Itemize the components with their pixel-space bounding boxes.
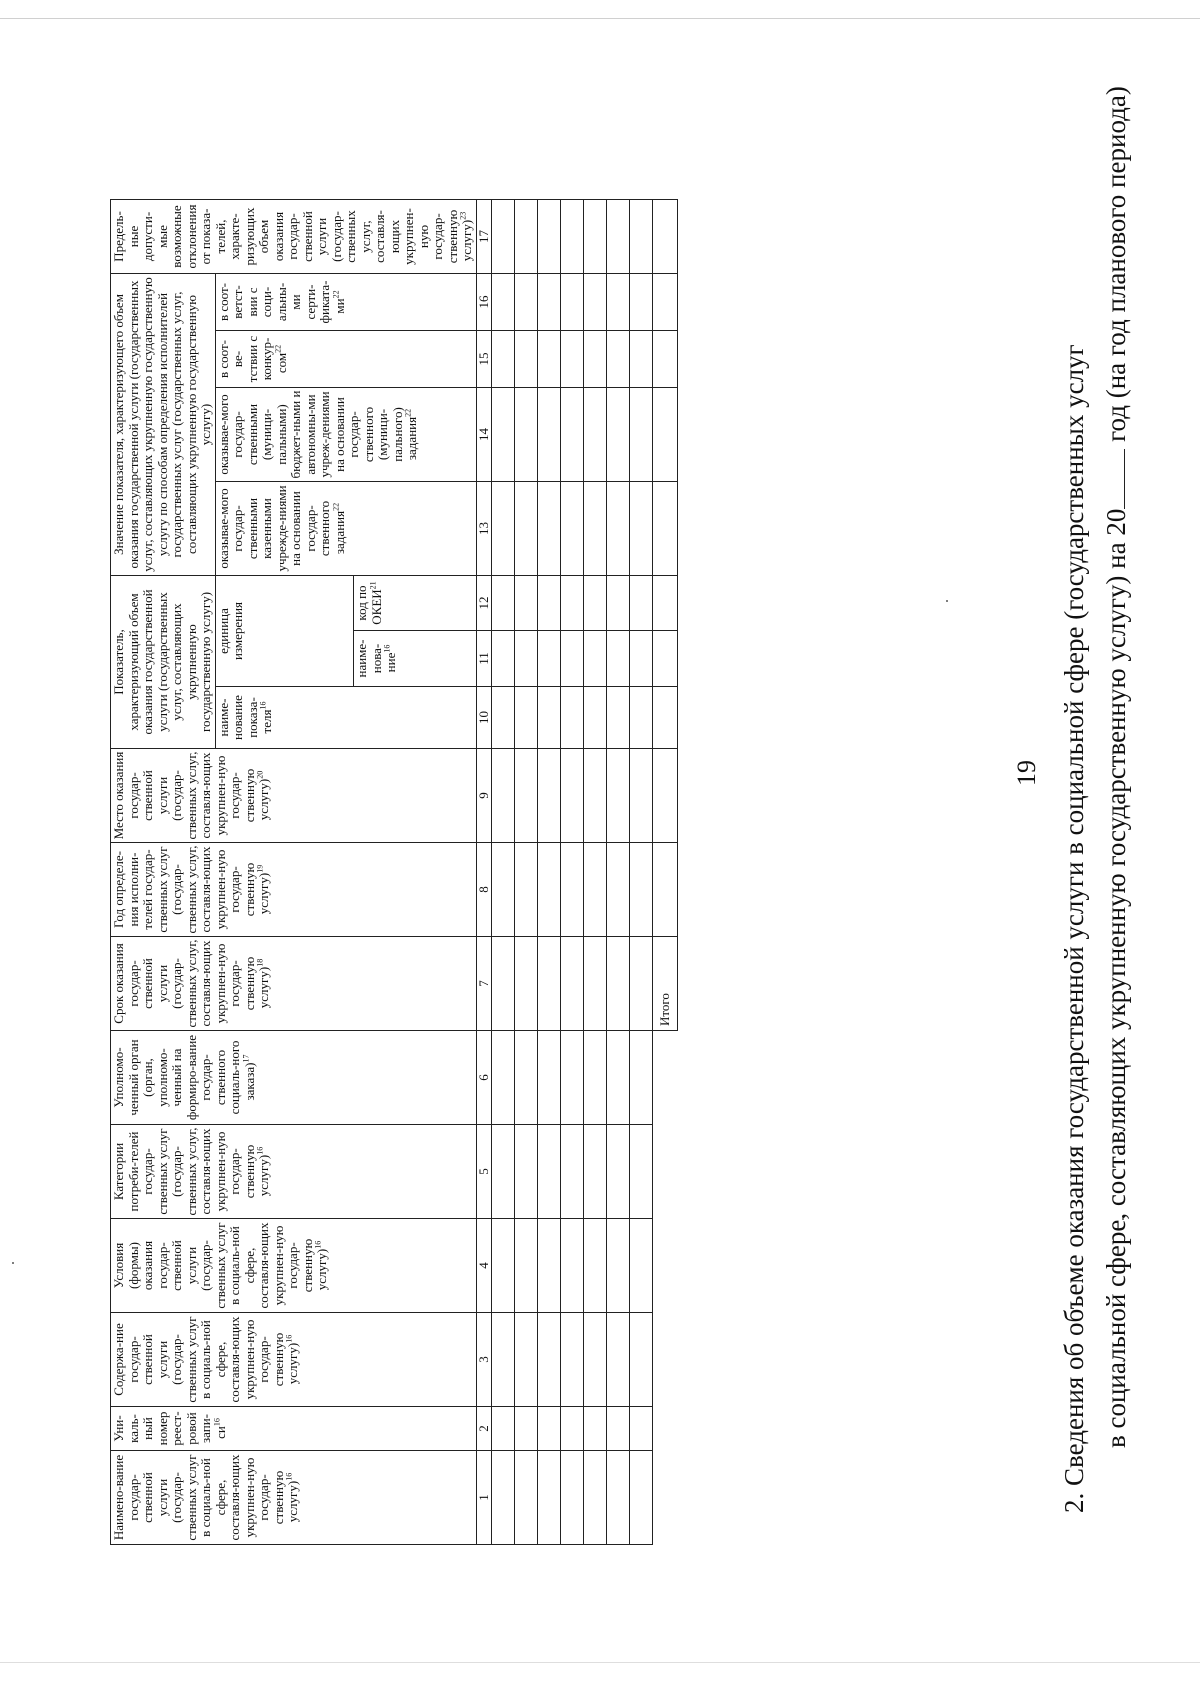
table-cell[interactable] xyxy=(492,482,515,576)
table-cell[interactable] xyxy=(538,749,561,843)
table-cell[interactable] xyxy=(561,331,584,388)
header-by-contest: в соот-ве-тствии с конкур-сом$^{22}$ xyxy=(215,331,476,388)
table-cell[interactable] xyxy=(607,1219,630,1313)
table-cell[interactable] xyxy=(561,1451,584,1545)
column-number: 14 xyxy=(476,388,492,482)
table-cell[interactable] xyxy=(492,1219,515,1313)
table-cell[interactable] xyxy=(492,749,515,843)
table-cell[interactable] xyxy=(515,1451,538,1545)
table-cell[interactable] xyxy=(538,1219,561,1313)
header-indicator-group: Показатель, характеризующий объем оказания государственной услуги (государственных услуг, составляющих укрупненную государственную услугу) xyxy=(111,576,216,749)
table-cell[interactable] xyxy=(538,1125,561,1219)
header-authorized-body: Уполномо-ченный орган (орган, уполномо-ченный на формиро-вание государ-ственного социаль-ного заказа)$^{17}$ xyxy=(111,1031,477,1125)
header-municipal-assignment: оказывае-мого государ-ственными (муници-пальными) бюджет-ными и автономны-ми учреж-дениями на основании государ-ственного (муници-пального) задания$^{22}$ xyxy=(215,388,476,482)
table-cell[interactable] xyxy=(584,749,607,843)
table-cell[interactable] xyxy=(492,1451,515,1545)
table-cell[interactable] xyxy=(561,1031,584,1125)
table-cell[interactable] xyxy=(492,1125,515,1219)
table-cell[interactable] xyxy=(653,631,678,687)
table-cell[interactable] xyxy=(561,1219,584,1313)
table-cell[interactable] xyxy=(538,1451,561,1545)
column-number: 3 xyxy=(476,1313,492,1407)
header-okei-code: код по ОКЕИ$^{21}$ xyxy=(354,576,476,631)
table-cell[interactable] xyxy=(630,331,653,388)
table-cell[interactable] xyxy=(653,200,678,274)
table-cell[interactable] xyxy=(561,274,584,331)
table-cell[interactable] xyxy=(607,388,630,482)
header-indicator-name: наиме-нование показа-теля$^{16}$ xyxy=(215,687,476,749)
table-cell[interactable] xyxy=(538,1031,561,1125)
table-cell[interactable] xyxy=(630,388,653,482)
total-blank xyxy=(653,1031,678,1545)
table-cell[interactable] xyxy=(630,937,653,1031)
table-cell[interactable] xyxy=(492,843,515,937)
table-cell[interactable] xyxy=(561,482,584,576)
table-cell[interactable] xyxy=(630,1219,653,1313)
column-number: 6 xyxy=(476,1031,492,1125)
header-allowed-deviation: Предель-ные допусти-мые возможные отклонения от показа-телей, характе-ризующих объем оказания государ-ственной услуги (государ-ственных услуг, составля-ющих укрупнен-ную государ-ственную услугу)$^{23}$ xyxy=(111,200,477,274)
table-cell[interactable] xyxy=(653,749,678,843)
page-number: 19 xyxy=(1012,760,1041,786)
table-cell[interactable] xyxy=(515,1313,538,1407)
year-blank-line[interactable] xyxy=(1102,449,1125,509)
column-number: 8 xyxy=(476,843,492,937)
service-volume-table xyxy=(110,199,678,1545)
table-cell[interactable] xyxy=(607,1125,630,1219)
empty-data-row xyxy=(515,200,538,1545)
table-cell[interactable] xyxy=(607,843,630,937)
table-cell[interactable] xyxy=(630,1125,653,1219)
table-cell[interactable] xyxy=(607,687,630,749)
table-cell[interactable] xyxy=(561,1407,584,1451)
empty-data-row xyxy=(584,200,607,1545)
table-cell[interactable] xyxy=(607,482,630,576)
header-state-assignment: оказывае-мого государ-ственными казенными учрежде-ниями на основании государ-ственного задания$^{22}$ xyxy=(215,482,476,576)
table-cell[interactable] xyxy=(515,200,538,274)
table-cell[interactable] xyxy=(538,1407,561,1451)
section-subtitle xyxy=(1100,8,1132,1448)
table-cell[interactable] xyxy=(561,1125,584,1219)
table-cell[interactable] xyxy=(607,200,630,274)
column-number: 12 xyxy=(476,576,492,631)
table-cell[interactable] xyxy=(584,1031,607,1125)
subtitle-part1: в социальной сфере, составляющих укрупненную государственную услугу) на 20 xyxy=(1101,508,1131,1448)
table-cell[interactable] xyxy=(561,576,584,631)
table-cell[interactable] xyxy=(630,843,653,937)
header-unit-name: наиме-нова-ние$^{16}$ xyxy=(354,631,476,687)
table-cell[interactable] xyxy=(584,1219,607,1313)
table-cell[interactable] xyxy=(515,1031,538,1125)
table-cell[interactable] xyxy=(492,274,515,331)
table-cell[interactable] xyxy=(584,631,607,687)
section-title: 2. Сведения об объеме оказания государственной услуги в социальной сфере (государственных услуг xyxy=(1059,344,1089,1513)
table-cell[interactable] xyxy=(607,631,630,687)
table-cell[interactable] xyxy=(584,1313,607,1407)
table-cell[interactable] xyxy=(515,1407,538,1451)
table-cell[interactable] xyxy=(492,631,515,687)
table-cell[interactable] xyxy=(584,1125,607,1219)
table-cell[interactable] xyxy=(492,388,515,482)
column-number: 13 xyxy=(476,482,492,576)
table-cell[interactable] xyxy=(561,843,584,937)
table-cell[interactable] xyxy=(492,1407,515,1451)
table-cell[interactable] xyxy=(492,687,515,749)
header-value-group: Значение показателя, характеризующего объем оказания государственной услуги (государственных услуг, составляющих укрупненную государственную услугу по способам определения исполнителей государственных услуг (государственных услуг, составляющих укрупненную государственную услугу) xyxy=(111,274,216,576)
table-cell[interactable] xyxy=(584,843,607,937)
table-cell[interactable] xyxy=(607,331,630,388)
table-cell[interactable] xyxy=(584,1407,607,1451)
table-cell[interactable] xyxy=(653,687,678,749)
table-cell[interactable] xyxy=(515,331,538,388)
table-cell[interactable] xyxy=(515,388,538,482)
total-row xyxy=(653,200,678,1545)
table-cell[interactable] xyxy=(492,937,515,1031)
subtitle-part2: год (на год планового периода) xyxy=(1101,86,1131,442)
table-cell[interactable] xyxy=(653,843,678,937)
header-performer-year: Год определе-ния исполни-телей государ-ственных услуг (государ-ственных услуг, составля-ющих укрупнен-ную государ-ственную услугу)$^{19}$ xyxy=(111,843,477,937)
header-service-content: Содержа-ние государ-ственной услуги (государ-ственных услуг в социаль-ной сфере, составля-ющих укрупнен-ную государ-ственную услугу)$^{16}$ xyxy=(111,1313,477,1407)
table-cell[interactable] xyxy=(630,1407,653,1451)
total-label: Итого xyxy=(653,937,678,1031)
table-cell[interactable] xyxy=(515,631,538,687)
table-cell[interactable] xyxy=(630,576,653,631)
table-cell[interactable] xyxy=(607,1313,630,1407)
table-cell[interactable] xyxy=(515,937,538,1031)
table-cell[interactable] xyxy=(584,482,607,576)
column-number: 7 xyxy=(476,937,492,1031)
table-cell[interactable] xyxy=(492,331,515,388)
table-cell[interactable] xyxy=(607,1031,630,1125)
column-number: 9 xyxy=(476,749,492,843)
table-cell[interactable] xyxy=(538,937,561,1031)
table-cell[interactable] xyxy=(584,200,607,274)
table-cell[interactable] xyxy=(538,631,561,687)
table-cell[interactable] xyxy=(561,687,584,749)
table-cell[interactable] xyxy=(515,274,538,331)
header-service-name: Наимено-вание государ-ственной услуги (государ-ственных услуг в социаль-ной сфере, составля-ющих укрупнен-ную государ-ственную услугу)$^{16}$ xyxy=(111,1451,477,1545)
table-cell[interactable] xyxy=(492,1313,515,1407)
table-cell[interactable] xyxy=(538,1313,561,1407)
column-number: 17 xyxy=(476,200,492,274)
table-cell[interactable] xyxy=(515,843,538,937)
table-cell[interactable] xyxy=(607,937,630,1031)
column-number: 15 xyxy=(476,331,492,388)
table-cell[interactable] xyxy=(515,1219,538,1313)
table-cell[interactable] xyxy=(630,200,653,274)
empty-data-row xyxy=(561,200,584,1545)
table-cell[interactable] xyxy=(538,482,561,576)
table-cell[interactable] xyxy=(538,576,561,631)
table-cell[interactable] xyxy=(538,687,561,749)
header-unit-group: единица измерения xyxy=(215,576,354,687)
table-cell[interactable] xyxy=(515,482,538,576)
table-cell[interactable] xyxy=(630,482,653,576)
empty-data-row xyxy=(492,200,515,1545)
table-cell[interactable] xyxy=(492,1031,515,1125)
table-cell[interactable] xyxy=(538,200,561,274)
table-cell[interactable] xyxy=(607,1407,630,1451)
table-cell[interactable] xyxy=(630,1313,653,1407)
table-cell[interactable] xyxy=(653,388,678,482)
table-cell[interactable] xyxy=(607,1451,630,1545)
header-service-place: Место оказания государ-ственной услуги (государ-ственных услуг, составля-ющих укрупнен-ную государ-ственную услугу)$^{20}$ xyxy=(111,749,477,843)
header-service-conditions: Условия (формы) оказания государ-ственной услуги (государ-ственных услуг в социаль-ной сфере, составля-ющих укрупнен-ную государ-ственную услугу)$^{16}$ xyxy=(111,1219,477,1313)
table-cell[interactable] xyxy=(630,687,653,749)
table-cell[interactable] xyxy=(515,749,538,843)
column-number: 1 xyxy=(476,1451,492,1545)
table-cell[interactable] xyxy=(561,749,584,843)
table-cell[interactable] xyxy=(515,576,538,631)
column-number-row xyxy=(476,200,492,1545)
table-cell[interactable] xyxy=(492,200,515,274)
column-number: 16 xyxy=(476,274,492,331)
table-cell[interactable] xyxy=(561,631,584,687)
empty-data-row xyxy=(630,200,653,1545)
empty-data-row xyxy=(607,200,630,1545)
header-row-1 xyxy=(111,200,216,1545)
table-cell[interactable] xyxy=(653,576,678,631)
column-number: 10 xyxy=(476,687,492,749)
table-cell[interactable] xyxy=(538,331,561,388)
table-cell[interactable] xyxy=(584,937,607,1031)
table-cell[interactable] xyxy=(653,331,678,388)
empty-data-row xyxy=(538,200,561,1545)
table-cell[interactable] xyxy=(653,274,678,331)
table-cell[interactable] xyxy=(561,937,584,1031)
table-cell[interactable] xyxy=(630,1031,653,1125)
table-cell[interactable] xyxy=(538,843,561,937)
table-cell[interactable] xyxy=(492,576,515,631)
table-cell[interactable] xyxy=(561,388,584,482)
table-cell[interactable] xyxy=(584,576,607,631)
table-cell[interactable] xyxy=(630,1451,653,1545)
table-cell[interactable] xyxy=(584,331,607,388)
table-cell[interactable] xyxy=(515,1125,538,1219)
table-cell[interactable] xyxy=(630,749,653,843)
table-cell[interactable] xyxy=(584,388,607,482)
table-cell[interactable] xyxy=(584,274,607,331)
table-cell[interactable] xyxy=(538,274,561,331)
table-cell[interactable] xyxy=(584,1451,607,1545)
column-number: 5 xyxy=(476,1125,492,1219)
table-cell[interactable] xyxy=(515,687,538,749)
table-cell[interactable] xyxy=(607,576,630,631)
table-cell[interactable] xyxy=(538,388,561,482)
header-registry-number: Уни-каль-ный номер реест-ровой запи-$си^{16}$ xyxy=(111,1407,477,1451)
column-number: 2 xyxy=(476,1407,492,1451)
column-number: 4 xyxy=(476,1219,492,1313)
table-cell[interactable] xyxy=(607,274,630,331)
table-cell[interactable] xyxy=(561,1313,584,1407)
column-number: 11 xyxy=(476,631,492,687)
header-by-certificates: в соот-ветст-вии с соци-альны-ми серти-$фиката-ми^{22}$ xyxy=(215,274,476,331)
header-consumer-categories: Категории потреби-телей государ-ственных услуг (государ-ственных услуг, составля-ющих укрупнен-ную государ-ственную услугу)$^{16}$ xyxy=(111,1125,477,1219)
header-service-term: Срок оказания государ-ственной услуги (государ-ственных услуг, составля-ющих укрупнен-ную государ-ственную услугу)$^{18}$ xyxy=(111,937,477,1031)
table-cell[interactable] xyxy=(653,482,678,576)
table-cell[interactable] xyxy=(630,274,653,331)
table-cell[interactable] xyxy=(584,687,607,749)
table-cell[interactable] xyxy=(607,749,630,843)
table-cell[interactable] xyxy=(561,200,584,274)
table-cell[interactable] xyxy=(630,631,653,687)
